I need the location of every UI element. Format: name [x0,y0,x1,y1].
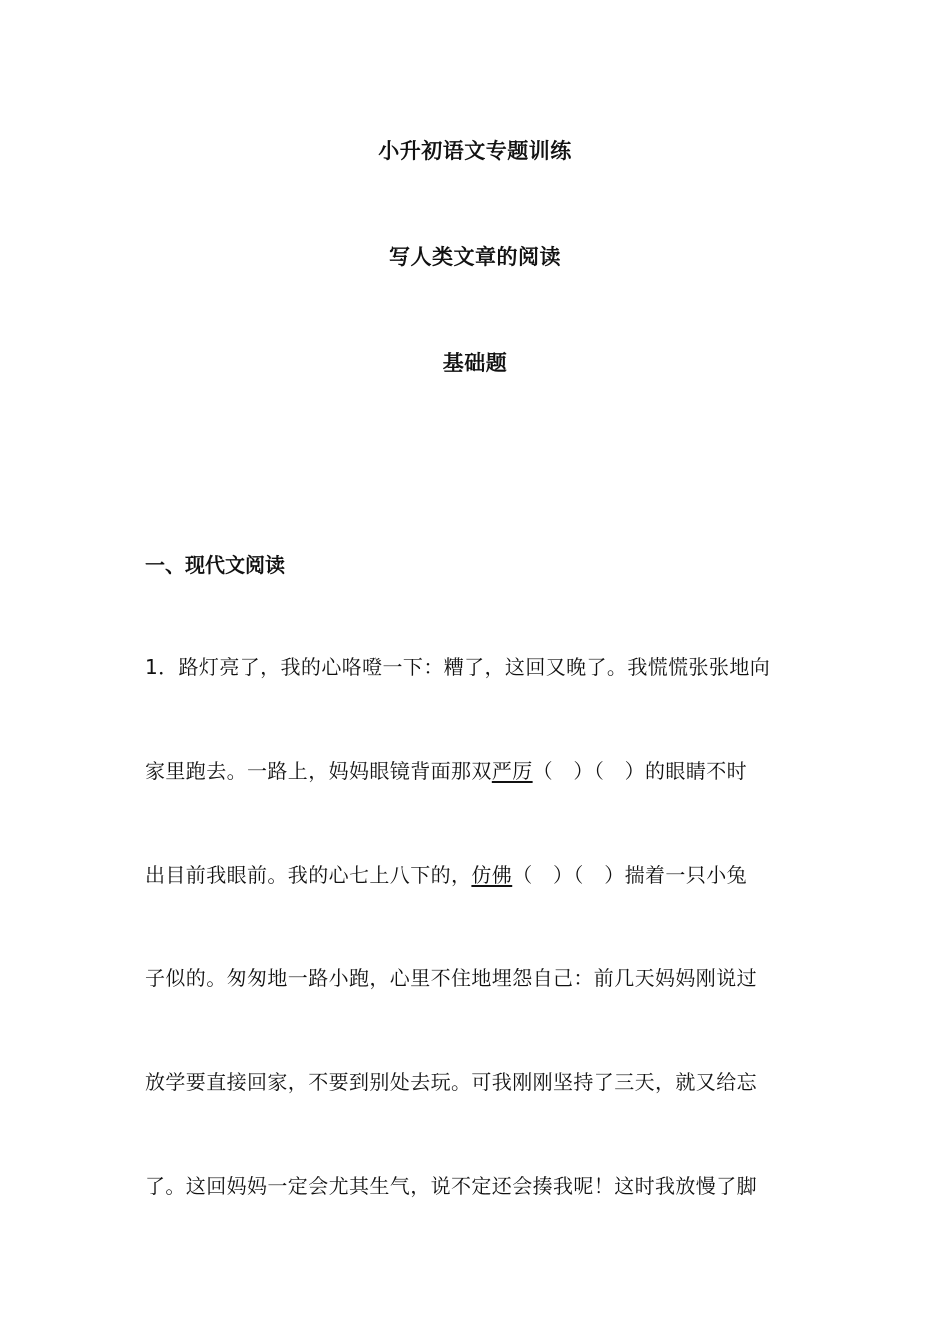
document-subtitle: 写人类文章的阅读 [389,245,561,269]
passage-line-3-start: 出目前我眼前。我的心七上八下的， [145,863,472,887]
passage-line-4: 子似的。匆匆地一路小跑，心里不住地埋怨自己：前几天妈妈刚说过 [145,966,757,990]
document-title: 小升初语文专题训练 [378,139,572,163]
passage-line-1: 1．路灯亮了，我的心咯噔一下：糟了，这回又晚了。我慌慌张张地向 [145,655,771,679]
section-heading: 一、现代文阅读 [145,553,285,577]
passage-line-2-start: 家里跑去。一路上，妈妈眼镜背面那双 [145,759,492,783]
underlined-word-fangfu: 仿佛 [471,863,513,887]
underlined-word-yanli: 严厉 [491,759,533,783]
passage-line-2 [145,756,809,786]
passage-line-6: 了。这回妈妈一定会尤其生气，说不定还会揍我呢！这时我放慢了脚 [145,1174,757,1198]
passage-line-3-end: （ ）（ ）揣着一只小兔 [512,863,748,887]
passage-line-5: 放学要直接回家，不要到别处去玩。可我刚刚坚持了三天，就又给忘 [145,1070,757,1094]
passage-line-3 [145,860,809,890]
difficulty-level-heading: 基础题 [442,351,508,375]
passage-line-2-end: （ ）（ ）的眼睛不时 [532,759,748,783]
